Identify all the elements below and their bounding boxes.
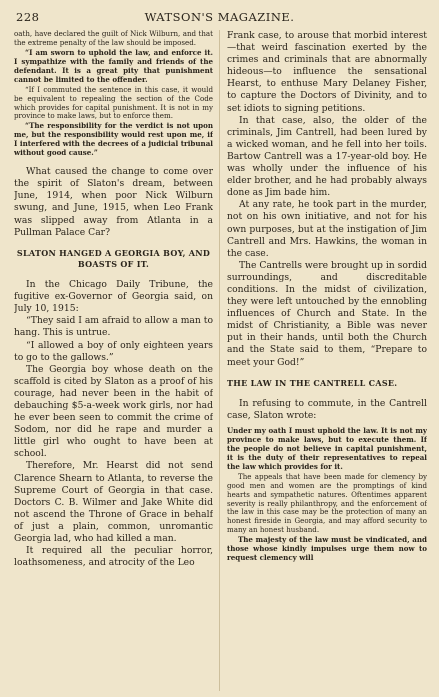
- body-paragraph: What caused the change to come over the spirit of Slaton's dream, between June, 1914, when poor Nick Wilburn swung, and June, 1915, when Leo Frank was slipped away from Atlanta in a Pullman Palace Car?: [14, 166, 213, 238]
- left-column: [14, 30, 213, 691]
- body-paragraph: The Georgia boy whose death on the scaffold is cited by Slaton as a proof of his courage, had never been in the habit of debauching $5-a-week work girls, nor had he ever been seen to commit the crime of Sodom, nor did he rape and murder a little girl who ought to have been at school.: [14, 363, 213, 460]
- quoted-statement: [227, 427, 427, 563]
- section-heading: SLATON HANGED A GEORGIA BOY, AND BOASTS OF IT.: [16, 247, 211, 269]
- quote-paragraph: “I am sworn to uphold the law, and enforce it. I sympathize with the family and friends of the defendant. It is a great pity that punishment cannot be limited to the offender.: [14, 47, 213, 84]
- body-paragraph: “I allowed a boy of only eighteen years to go to the gallows.”: [14, 339, 213, 363]
- body-paragraph: In that case, also, the older of the criminals, Jim Cantrell, had been lured by a wicked woman, and he fell into her toils. Bartow Cantrell was a 17-year-old boy. He was wholly under the influence of his elder brother, and he had probably always done as Jim bade him.: [227, 114, 427, 199]
- body-paragraph: In refusing to commute, in the Cantrell case, Slaton wrote:: [227, 397, 427, 421]
- page-header: [14, 6, 425, 28]
- section-heading: THE LAW IN THE CANTRELL CASE.: [227, 377, 398, 388]
- quote-paragraph: The appeals that have been made for clemency by good men and women are the promptings of kind hearts and sympathetic natures. Oftentimes apparent severity is really philanthropy, and the enforcement of the law in this case may be the protection of many an honest fireside in Georgia, and may afford security to many an honest husband.: [227, 471, 427, 535]
- quote-paragraph: Under my oath I must uphold the law. It is not my province to make laws, but to execute them. If the people do not believe in capital punishment, it is the duty of their representatives to repeal the law which provides for it.: [227, 426, 427, 471]
- body-paragraph: “They said I am afraid to allow a man to hang. This is untrue.: [14, 315, 213, 339]
- body-paragraph: Frank case, to arouse that morbid interest—that weird fascination exerted by the crimes and criminals that are abnormally hideous—to influence the sensational Hearst, to enthuse Mary Delaney Fisher, to capture the Doctors of Divinity, and to set idiots to signing petitions.: [227, 30, 427, 114]
- quote-paragraph: oath, have declared the guilt of Nick Wilburn, and that the extreme penalty of the law should be imposed.: [14, 30, 213, 47]
- body-paragraph: At any rate, he took part in the murder, not on his own initiative, and not for his own purposes, but at the instigation of Jim Cantrell and Mrs. Hawkins, the woman in the case.: [227, 199, 427, 259]
- quote-paragraph: “The responsibility for the verdict is not upon me, but the responsibility would rest upon me, if I interfered with the decrees of a judicial tribunal without good cause.”: [14, 121, 213, 158]
- body-paragraph: The Cantrells were brought up in sordid surroundings, and discreditable conditions. In the midst of civilization, they were left untouched by the ennobling influences of Church and State. In the midst of Christianity, a Bible was never put in their hands, until both the Church and the State said to them, “Prepare to meet your God!”: [227, 259, 427, 368]
- right-body: [227, 30, 427, 369]
- magazine-title: WATSON'S MAGAZINE.: [144, 10, 295, 24]
- quote-paragraph: The majesty of the law must be vindicated, and those whose kindly impulses urge them now to request clemency will: [227, 535, 427, 563]
- article-columns: [14, 30, 427, 691]
- quote-paragraph: “If I commuted the sentence in this case, it would be equivalent to repealing the section of the Code which provides for capital punishment. It is not in my province to make laws, but to enforce them.: [14, 84, 213, 121]
- body-paragraph: In the Chicago Daily Tribune, the fugitive ex-Governor of Georgia said, on July 10, 1915:: [14, 279, 213, 315]
- page-number: 228: [16, 10, 40, 24]
- quoted-statement: [14, 30, 213, 158]
- column-divider: [219, 30, 220, 691]
- body-paragraph: It required all the peculiar horror, loathsomeness, and atrocity of the Leo: [14, 545, 213, 569]
- right-column: [227, 30, 427, 691]
- body-paragraph: Therefore, Mr. Hearst did not send Clarence Shearn to Atlanta, to reverse the Supreme Court of Georgia in that case. Doctors C. B. Wilmer and Jake White did not ascend the Throne of Grace in behalf of just a plain, common, unromantic Georgia lad, who had killed a man.: [14, 460, 213, 545]
- left-body: [14, 279, 213, 569]
